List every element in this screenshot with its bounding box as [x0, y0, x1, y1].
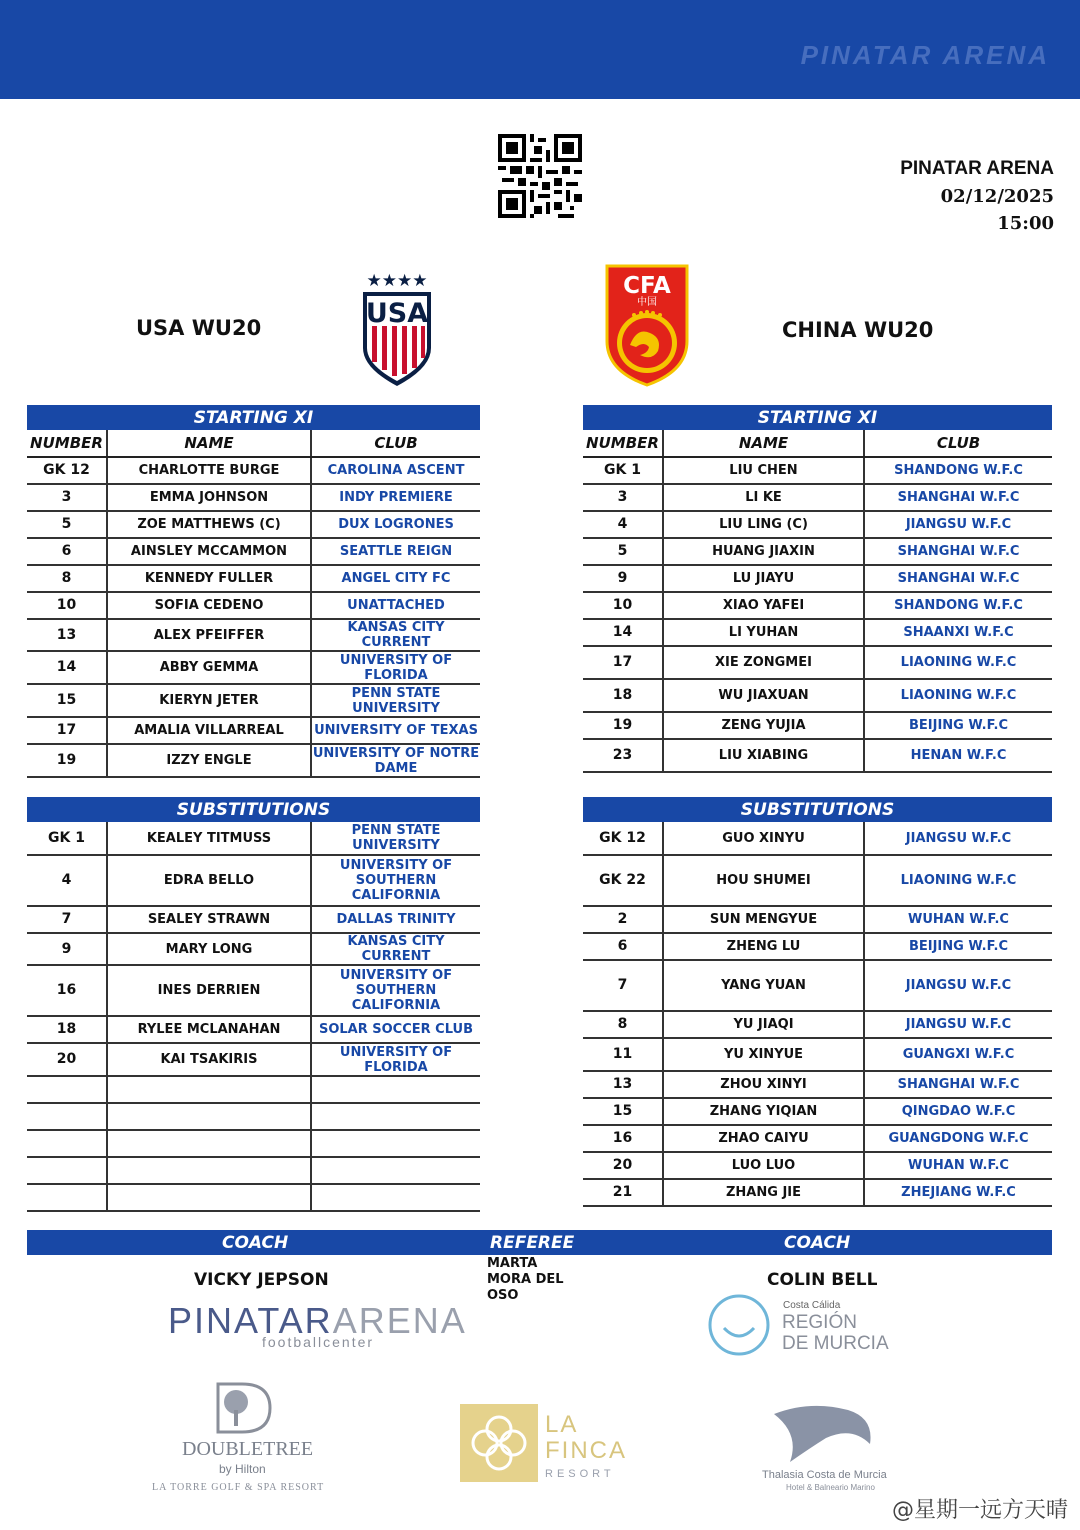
- table-row: [27, 1043, 480, 1076]
- player-number-cell: 6: [583, 933, 663, 960]
- player-number-cell: 10: [583, 592, 663, 619]
- player-number-cell: 18: [27, 1016, 107, 1043]
- table-row: [583, 906, 1052, 933]
- player-club-cell: UNIVERSITY OF FLORIDA: [311, 651, 480, 684]
- player-name-cell: GUO XINYU: [663, 822, 864, 855]
- player-name-cell: XIAO YAFEI: [663, 592, 864, 619]
- player-name-cell: [107, 1103, 311, 1130]
- player-number-cell: GK 1: [27, 822, 107, 855]
- player-club-cell: JIANGSU W.F.C: [864, 1011, 1052, 1038]
- table-row: [583, 933, 1052, 960]
- player-club-cell: LIAONING W.F.C: [864, 855, 1052, 906]
- player-number-cell: [27, 1184, 107, 1211]
- player-club-cell: SHANGHAI W.F.C: [864, 1071, 1052, 1098]
- table-row: [27, 717, 480, 744]
- table-row: [27, 565, 480, 592]
- player-club-cell: UNIVERSITY OF SOUTHERN CALIFORNIA: [311, 965, 480, 1016]
- player-club-cell: JIANGSU W.F.C: [864, 511, 1052, 538]
- player-club-cell: CAROLINA ASCENT: [311, 457, 480, 484]
- referee-name: MARTA MORA DEL OSO: [487, 1256, 564, 1303]
- player-number-cell: GK 1: [583, 457, 663, 484]
- player-name-cell: LI KE: [663, 484, 864, 511]
- player-club-cell: [311, 1157, 480, 1184]
- table-row: [583, 1011, 1052, 1038]
- table-row: [583, 960, 1052, 1011]
- player-name-cell: HUANG JIAXIN: [663, 538, 864, 565]
- thalasia-line1: Thalasia Costa de Murcia: [762, 1469, 887, 1481]
- player-name-cell: KEALEY TITMUSS: [107, 822, 311, 855]
- player-number-cell: 16: [583, 1125, 663, 1152]
- player-number-cell: 10: [27, 592, 107, 619]
- region-murcia-logo-icon: [706, 1292, 772, 1358]
- svg-text:USA: USA: [365, 298, 429, 329]
- murcia-logo-line2: DE MURCIA: [782, 1333, 889, 1354]
- player-name-cell: ALEX PFEIFFER: [107, 619, 311, 651]
- player-name-cell: XIE ZONGMEI: [663, 646, 864, 679]
- table-row: [583, 1038, 1052, 1071]
- player-name-cell: [107, 1130, 311, 1157]
- top-banner: [0, 0, 1080, 99]
- player-club-cell: SHANGHAI W.F.C: [864, 484, 1052, 511]
- murcia-logo-main: [782, 1312, 889, 1354]
- table-row: [27, 511, 480, 538]
- player-number-cell: 8: [27, 565, 107, 592]
- player-number-cell: 18: [583, 679, 663, 712]
- player-name-cell: AMALIA VILLARREAL: [107, 717, 311, 744]
- table-row: [583, 538, 1052, 565]
- player-number-cell: 3: [27, 484, 107, 511]
- table-row: [27, 619, 480, 651]
- player-club-cell: HENAN W.F.C: [864, 739, 1052, 772]
- la-finca-line2: FINCA: [545, 1437, 627, 1464]
- player-number-cell: [27, 1076, 107, 1103]
- player-number-cell: 17: [27, 717, 107, 744]
- player-number-cell: [27, 1157, 107, 1184]
- player-club-cell: WUHAN W.F.C: [864, 906, 1052, 933]
- murcia-logo-line1: REGIÓN: [782, 1312, 857, 1333]
- player-name-cell: KIERYN JETER: [107, 684, 311, 717]
- player-club-cell: WUHAN W.F.C: [864, 1152, 1052, 1179]
- player-name-cell: INES DERRIEN: [107, 965, 311, 1016]
- la-finca-line1: LA: [545, 1411, 579, 1438]
- player-club-cell: SHANGHAI W.F.C: [864, 538, 1052, 565]
- player-club-cell: SHANDONG W.F.C: [864, 592, 1052, 619]
- player-number-cell: 15: [27, 684, 107, 717]
- player-club-cell: QINGDAO W.F.C: [864, 1098, 1052, 1125]
- thalasia-line2: Hotel & Balneario Marino: [786, 1483, 875, 1492]
- player-club-cell: LIAONING W.F.C: [864, 646, 1052, 679]
- player-club-cell: PENN STATE UNIVERSITY: [311, 684, 480, 717]
- usa-crest-icon: [358, 268, 436, 388]
- player-number-cell: GK 12: [27, 457, 107, 484]
- player-name-cell: SUN MENGYUE: [663, 906, 864, 933]
- player-club-cell: DUX LOGRONES: [311, 511, 480, 538]
- player-name-cell: ZHAO CAIYU: [663, 1125, 864, 1152]
- player-name-cell: EDRA BELLO: [107, 855, 311, 906]
- svg-text:★★★★: ★★★★: [366, 271, 428, 291]
- player-name-cell: LIU LING (C): [663, 511, 864, 538]
- player-name-cell: ABBY GEMMA: [107, 651, 311, 684]
- table-row: [27, 906, 480, 933]
- svg-text:中国: 中国: [637, 297, 657, 308]
- doubletree-logo-main: DOUBLETREE: [182, 1438, 314, 1460]
- player-name-cell: RYLEE MCLANAHAN: [107, 1016, 311, 1043]
- player-number-cell: 6: [27, 538, 107, 565]
- player-club-cell: INDY PREMIERE: [311, 484, 480, 511]
- la-finca-logo-text: [545, 1412, 627, 1464]
- player-club-cell: [311, 1184, 480, 1211]
- table-row: [27, 1076, 480, 1103]
- home-coach-label: COACH: [222, 1233, 289, 1253]
- player-name-cell: ZHOU XINYI: [663, 1071, 864, 1098]
- table-row: [27, 744, 480, 777]
- player-name-cell: YU XINYUE: [663, 1038, 864, 1071]
- player-club-cell: DALLAS TRINITY: [311, 906, 480, 933]
- table-row: [583, 565, 1052, 592]
- player-number-cell: 5: [583, 538, 663, 565]
- la-finca-logo-icon: [460, 1404, 538, 1482]
- table-row: [583, 712, 1052, 739]
- player-name-cell: [107, 1076, 311, 1103]
- player-name-cell: CHARLOTTE BURGE: [107, 457, 311, 484]
- player-name-cell: LIU CHEN: [663, 457, 864, 484]
- table-row: [583, 1152, 1052, 1179]
- away-starting-xi-table: [583, 405, 1052, 773]
- table-row: [583, 484, 1052, 511]
- player-name-cell: IZZY ENGLE: [107, 744, 311, 777]
- player-name-cell: ZOE MATTHEWS (C): [107, 511, 311, 538]
- away-coach-name: COLIN BELL: [767, 1270, 878, 1290]
- table-row: [583, 511, 1052, 538]
- table-row: [583, 646, 1052, 679]
- player-name-cell: KENNEDY FULLER: [107, 565, 311, 592]
- player-number-cell: 8: [583, 1011, 663, 1038]
- table-row: [583, 457, 1052, 484]
- player-name-cell: SOFIA CEDENO: [107, 592, 311, 619]
- pinatar-logo-part-b: ARENA: [332, 1300, 467, 1341]
- player-number-cell: 5: [27, 511, 107, 538]
- home-substitutions-table: [27, 797, 480, 1212]
- table-row: [27, 855, 480, 906]
- table-row: [583, 855, 1052, 906]
- player-name-cell: MARY LONG: [107, 933, 311, 965]
- thalasia-logo-icon: [770, 1404, 878, 1466]
- player-name-cell: EMMA JOHNSON: [107, 484, 311, 511]
- player-number-cell: 9: [583, 565, 663, 592]
- pinatar-logo-sub: footballcenter: [262, 1334, 375, 1350]
- player-club-cell: SOLAR SOCCER CLUB: [311, 1016, 480, 1043]
- player-club-cell: SHANGHAI W.F.C: [864, 565, 1052, 592]
- table-row: [27, 1157, 480, 1184]
- match-date: 02/12/2025: [940, 186, 1054, 207]
- player-number-cell: 14: [583, 619, 663, 646]
- away-team-name: CHINA WU20: [782, 318, 934, 342]
- referee-label: REFEREE: [490, 1233, 575, 1253]
- player-club-cell: GUANGDONG W.F.C: [864, 1125, 1052, 1152]
- player-name-cell: SEALEY STRAWN: [107, 906, 311, 933]
- la-finca-line3: RESORT: [545, 1468, 615, 1480]
- table-row: [27, 484, 480, 511]
- player-name-cell: HOU SHUMEI: [663, 855, 864, 906]
- column-header-name: NAME: [107, 430, 311, 457]
- table-row: [27, 965, 480, 1016]
- player-club-cell: ZHEJIANG W.F.C: [864, 1179, 1052, 1206]
- watermark-text: @星期一远方天晴: [891, 1498, 1068, 1523]
- player-number-cell: 7: [583, 960, 663, 1011]
- table-row: [27, 457, 480, 484]
- player-club-cell: UNIVERSITY OF TEXAS: [311, 717, 480, 744]
- table-row: [583, 822, 1052, 855]
- away-substitutions-table: [583, 797, 1052, 1207]
- match-info: [900, 158, 1054, 234]
- player-name-cell: YU JIAQI: [663, 1011, 864, 1038]
- player-number-cell: 20: [27, 1043, 107, 1076]
- pinatar-logo-part-a: PINATAR: [168, 1300, 333, 1341]
- player-number-cell: 15: [583, 1098, 663, 1125]
- player-club-cell: JIANGSU W.F.C: [864, 822, 1052, 855]
- player-club-cell: SHANDONG W.F.C: [864, 457, 1052, 484]
- table-row: [27, 684, 480, 717]
- table-row: [583, 1125, 1052, 1152]
- player-club-cell: UNIVERSITY OF NOTRE DAME: [312, 745, 480, 776]
- player-number-cell: GK 22: [583, 855, 663, 906]
- player-number-cell: 13: [583, 1071, 663, 1098]
- player-number-cell: 4: [583, 511, 663, 538]
- player-name-cell: KAI TSAKIRIS: [107, 1043, 311, 1076]
- china-cfa-crest-icon: [604, 263, 690, 387]
- player-club-cell: KANSAS CITY CURRENT: [311, 933, 480, 965]
- player-club-cell: LIAONING W.F.C: [864, 679, 1052, 712]
- table-row: [583, 679, 1052, 712]
- table-row: [27, 822, 480, 855]
- player-number-cell: 23: [583, 739, 663, 772]
- home-subs-title: SUBSTITUTIONS: [27, 797, 480, 822]
- player-club-cell: UNATTACHED: [311, 592, 480, 619]
- player-club-cell: [311, 1103, 480, 1130]
- player-name-cell: LU JIAYU: [663, 565, 864, 592]
- table-row: [27, 1130, 480, 1157]
- table-row: [583, 619, 1052, 646]
- player-club-cell: BEIJING W.F.C: [864, 933, 1052, 960]
- player-number-cell: 21: [583, 1179, 663, 1206]
- player-number-cell: GK 12: [583, 822, 663, 855]
- player-club-cell: UNIVERSITY OF SOUTHERN CALIFORNIA: [311, 855, 480, 906]
- home-starting-title: STARTING XI: [27, 405, 480, 430]
- banner-ghost-text: PINATAR ARENA: [800, 40, 1050, 70]
- player-number-cell: 14: [27, 651, 107, 684]
- home-coach-name: VICKY JEPSON: [194, 1270, 329, 1290]
- player-number-cell: 19: [27, 744, 107, 777]
- player-name-cell: LI YUHAN: [663, 619, 864, 646]
- player-name-cell: LUO LUO: [663, 1152, 864, 1179]
- table-row: [27, 651, 480, 684]
- column-header-club: CLUB: [311, 430, 480, 457]
- table-row: [27, 538, 480, 565]
- match-time: 15:00: [997, 213, 1054, 234]
- player-club-cell: [311, 1130, 480, 1157]
- player-name-cell: WU JIAXUAN: [663, 679, 864, 712]
- table-row: [27, 933, 480, 965]
- player-name-cell: LIU XIABING: [663, 739, 864, 772]
- player-club-cell: KANSAS CITY CURRENT: [311, 619, 480, 651]
- player-name-cell: YANG YUAN: [663, 960, 864, 1011]
- player-club-cell: BEIJING W.F.C: [864, 712, 1052, 739]
- table-row: [583, 1179, 1052, 1206]
- player-club-cell: SEATTLE REIGN: [311, 538, 480, 565]
- table-row: [583, 739, 1052, 772]
- player-name-cell: AINSLEY MCCAMMON: [107, 538, 311, 565]
- player-club-cell: PENN STATE UNIVERSITY: [311, 822, 480, 855]
- table-row: [583, 592, 1052, 619]
- away-subs-title: SUBSTITUTIONS: [583, 797, 1052, 822]
- player-name-cell: ZHANG JIE: [663, 1179, 864, 1206]
- player-number-cell: 19: [583, 712, 663, 739]
- qr-code: [498, 134, 582, 218]
- player-number-cell: 4: [27, 855, 107, 906]
- player-number-cell: [27, 1103, 107, 1130]
- player-club-cell: SHAANXI W.F.C: [864, 619, 1052, 646]
- venue-name: PINATAR ARENA: [900, 158, 1054, 179]
- home-team-name: USA WU20: [136, 316, 262, 340]
- player-name-cell: [107, 1157, 311, 1184]
- table-row: [27, 1103, 480, 1130]
- player-number-cell: 16: [27, 965, 107, 1016]
- player-name-cell: ZHENG LU: [663, 933, 864, 960]
- column-header-club: CLUB: [864, 430, 1052, 457]
- player-number-cell: 11: [583, 1038, 663, 1071]
- player-number-cell: 9: [27, 933, 107, 965]
- player-club-cell: ANGEL CITY FC: [311, 565, 480, 592]
- table-row: [27, 592, 480, 619]
- table-row: [583, 1071, 1052, 1098]
- svg-text:CFA: CFA: [623, 273, 671, 299]
- table-row: [27, 1184, 480, 1211]
- table-row: [27, 1016, 480, 1043]
- column-header-number: NUMBER: [27, 430, 107, 457]
- player-number-cell: 13: [27, 619, 107, 651]
- player-name-cell: ZENG YUJIA: [663, 712, 864, 739]
- table-row: [583, 1098, 1052, 1125]
- doubletree-logo-by: by Hilton: [219, 1462, 266, 1476]
- player-club-cell: GUANGXI W.F.C: [864, 1038, 1052, 1071]
- column-header-number: NUMBER: [583, 430, 663, 457]
- doubletree-logo-icon: [210, 1380, 276, 1436]
- player-club-cell: JIANGSU W.F.C: [864, 960, 1052, 1011]
- player-club-cell: [311, 1076, 480, 1103]
- player-name-cell: [107, 1184, 311, 1211]
- player-number-cell: 17: [583, 646, 663, 679]
- player-number-cell: 3: [583, 484, 663, 511]
- column-header-name: NAME: [663, 430, 864, 457]
- murcia-logo-small: Costa Cálida: [783, 1300, 841, 1311]
- home-starting-xi-table: [27, 405, 480, 778]
- player-number-cell: 7: [27, 906, 107, 933]
- away-starting-title: STARTING XI: [583, 405, 1052, 430]
- player-number-cell: [27, 1130, 107, 1157]
- player-club-cell: UNIVERSITY OF FLORIDA: [311, 1043, 480, 1076]
- away-coach-label: COACH: [784, 1233, 851, 1253]
- player-number-cell: 2: [583, 906, 663, 933]
- doubletree-logo-sub: LA TORRE GOLF & SPA RESORT: [152, 1482, 325, 1493]
- player-name-cell: ZHANG YIQIAN: [663, 1098, 864, 1125]
- player-number-cell: 20: [583, 1152, 663, 1179]
